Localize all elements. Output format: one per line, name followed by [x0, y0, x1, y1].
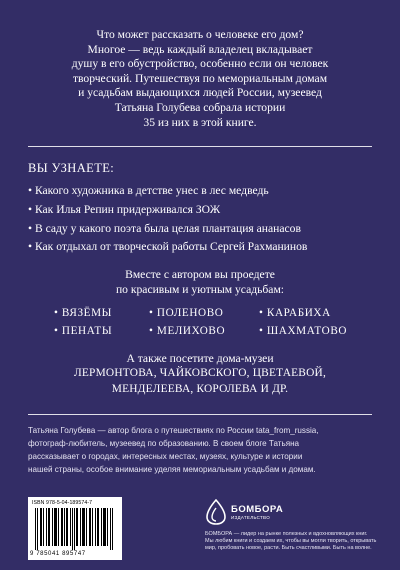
estate-item: • КАРАБИХА — [259, 307, 331, 319]
estate-item: • ВЯЗЁМЫ — [54, 307, 113, 319]
museums-line: ЛЕРМОНТОВА, ЧАЙКОВСКОГО, ЦВЕТАЕВОЙ, — [73, 367, 327, 379]
publisher-note-line: БОМБОРА — лидер на рынке полезных и вдохновляющих книг. — [205, 531, 368, 537]
museums-line: МЕНДЕЛЕЕВА, КОРОЛЕВА И ДР. — [111, 382, 289, 395]
learn-list — [28, 182, 378, 257]
author-line: рассказывает о городах, интересных местах, музеях, культуре и истории — [28, 452, 303, 461]
author-bio — [28, 424, 378, 476]
publisher-logo — [205, 497, 295, 527]
barcode — [28, 497, 122, 560]
publisher-note-line: Мы любим книги и создаем их, чтобы вы могли творить, открывать — [205, 538, 377, 545]
divider-bottom — [28, 414, 372, 415]
museums-names — [40, 366, 360, 397]
learn-heading: ВЫ УЗНАЕТЕ: — [28, 161, 115, 175]
learn-item: • В саду у какого поэта была целая плантация ананасов — [28, 221, 301, 235]
estate-item: • ПОЛЕНОВО — [149, 307, 224, 319]
bombora-logo-icon — [205, 499, 227, 525]
author-line: фотограф-любитель, музеевед по образованию. В своем блоге Татьяна — [28, 439, 300, 448]
publisher-name: БОМБОРА — [231, 504, 284, 515]
intro-line: Татьяна Голубева собрала истории — [114, 100, 286, 114]
travel-paragraph — [40, 268, 360, 297]
author-line: Татьяна Голубева — автор блога о путешествиях по России tata_from_russia, — [28, 426, 319, 435]
intro-line: и усадьбам выдающихся людей России, музеевед — [78, 86, 322, 100]
estates-grid — [54, 307, 354, 337]
intro-line: 35 из них в этой книге. — [143, 115, 257, 129]
intro-paragraph — [40, 28, 360, 130]
travel-line: Вместе с автором вы проедете — [125, 268, 275, 281]
travel-line: по красивым и уютным усадьбам: — [115, 282, 285, 296]
publisher-subtitle: ИЗДАТЕЛЬСТВО — [231, 515, 271, 520]
divider-top — [28, 146, 372, 147]
intro-line: Что может рассказать о человеке его дом? — [96, 28, 304, 41]
publisher-note-line: мир, пробовать новое, расти. Быть счастливыми. Быть на волне. — [205, 545, 372, 552]
barcode-number: 9 785041 895747 — [30, 551, 86, 557]
estate-item: • ПЕНАТЫ — [54, 325, 113, 337]
intro-line: Многое — ведь каждый владелец вкладывает — [87, 42, 313, 56]
estate-item: • ШАХМАТОВО — [259, 325, 348, 337]
estate-item: • МЕЛИХОВО — [149, 325, 226, 337]
author-line: нашей страны, особое внимание уделяя мемориальным усадьбам и домам. — [28, 465, 316, 474]
learn-item: • Какого художника в детстве унес в лес медведь — [28, 184, 269, 197]
learn-item: • Как Илья Репин придерживался ЗОЖ — [28, 202, 221, 216]
intro-line: душу в его обустройство, особенно если он человек — [71, 57, 329, 71]
isbn-label: ISBN 978-5-04-189574-7 — [32, 500, 93, 506]
intro-line: творческий. Путешествуя по мемориальным домам — [72, 71, 328, 85]
barcode-bars — [35, 508, 115, 550]
learn-item: • Как отдыхал от творческой работы Сергей Рахманинов — [28, 240, 308, 254]
museums-lead: А также посетите дома-музеи — [126, 352, 274, 365]
publisher-note — [205, 531, 380, 553]
museums-paragraph — [40, 352, 360, 397]
